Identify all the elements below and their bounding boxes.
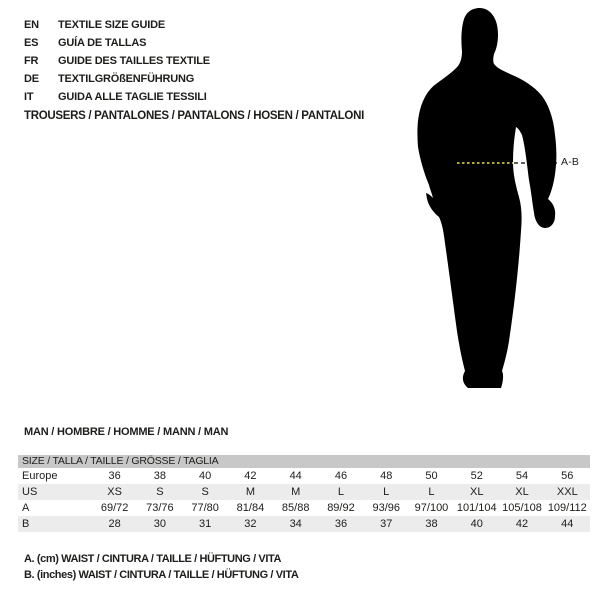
table-cell: 93/96 (372, 502, 400, 514)
man-silhouette-figure (395, 0, 600, 400)
man-silhouette (417, 8, 556, 388)
table-cell: S (156, 486, 164, 498)
lang-code: ES (24, 37, 39, 49)
footnote-b: B. (inches) WAIST / CINTURA / TAILLE / HÜFTUNG / VITA (24, 568, 299, 581)
lang-row-it (24, 88, 210, 106)
table-cell: 32 (244, 518, 257, 530)
lang-label: TEXTILGRÖßENFÜHRUNG (58, 73, 195, 85)
table-cell: 38 (425, 518, 438, 530)
table-cell: 44 (289, 470, 302, 482)
row-label: A (22, 502, 30, 514)
table-cell: 40 (199, 470, 212, 482)
row-label: B (22, 518, 30, 530)
table-row (18, 468, 590, 484)
table-cell: XL (470, 486, 484, 498)
table-cell: 105/108 (502, 502, 542, 514)
table-cell: 34 (289, 518, 302, 530)
table-row (18, 484, 590, 500)
table-cell: 89/92 (327, 502, 355, 514)
table-cell: 37 (380, 518, 393, 530)
table-cell: XXL (556, 486, 578, 498)
table-cell: 54 (515, 470, 529, 482)
table-cell: 52 (470, 470, 483, 482)
lang-label: GUIDA ALLE TAGLIE TESSILI (58, 91, 207, 103)
table-cell: 50 (425, 470, 438, 482)
table-cell: 77/80 (191, 502, 219, 514)
table-cell: 28 (108, 518, 121, 530)
table-cell: XS (107, 486, 122, 498)
table-cell: 42 (515, 518, 529, 530)
table-cell: 31 (199, 518, 212, 530)
table-cell: 73/76 (146, 502, 174, 514)
lang-row-fr (24, 52, 210, 70)
table-cell: 101/104 (456, 502, 497, 514)
footnote-a: A. (cm) WAIST / CINTURA / TAILLE / HÜFTUNG / VITA (24, 553, 282, 565)
lang-code: DE (24, 73, 39, 85)
table-cell: S (201, 486, 209, 498)
table-cell: 36 (334, 518, 348, 530)
lang-label: GUIDE DES TAILLES TEXTILE (58, 55, 210, 67)
size-table (18, 455, 590, 532)
row-label: Europe (22, 470, 58, 482)
table-cell: 48 (380, 470, 393, 482)
language-header (24, 16, 210, 106)
table-cell: 69/72 (100, 502, 129, 514)
table-cell: 36 (108, 470, 121, 482)
measure-label: A-B (561, 156, 580, 168)
table-cell: M (291, 486, 301, 498)
table-cell: 85/88 (281, 502, 310, 514)
size-table-rows (18, 468, 590, 532)
table-cell: 38 (153, 470, 167, 482)
table-section-title: MAN / HOMBRE / HOMME / MANN / MAN (24, 426, 229, 438)
table-cell: L (428, 486, 435, 498)
table-cell: M (245, 486, 256, 498)
category-title: TROUSERS / PANTALONES / PANTALONS / HOSEN / PANTALONI (24, 110, 364, 122)
table-cell: L (337, 486, 345, 498)
table-cell: 97/100 (414, 502, 449, 514)
table-cell: 46 (334, 470, 348, 482)
table-cell: L (383, 486, 390, 498)
row-label: US (22, 486, 38, 498)
table-cell: XL (515, 486, 529, 498)
footnotes (24, 552, 298, 583)
lang-row-en (24, 16, 210, 34)
lang-label: GUÍA DE TALLAS (58, 37, 147, 49)
lang-row-de (24, 70, 210, 88)
table-cell: 44 (561, 518, 574, 530)
table-cell: 30 (153, 518, 167, 530)
lang-row-es (24, 34, 210, 52)
table-cell: 56 (561, 470, 574, 482)
lang-code: IT (24, 91, 34, 103)
table-cell: 109/112 (547, 502, 587, 514)
lang-label: TEXTILE SIZE GUIDE (58, 19, 166, 31)
table-cell: 81/84 (236, 502, 265, 514)
size-table-header: SIZE / TALLA / TAILLE / GRÖSSE / TAGLIA (18, 455, 590, 468)
table-row (18, 516, 590, 532)
table-row (18, 500, 590, 516)
lang-code: FR (24, 55, 39, 67)
table-cell: 42 (244, 470, 257, 482)
lang-code: EN (24, 19, 39, 31)
table-cell: 40 (470, 518, 483, 530)
